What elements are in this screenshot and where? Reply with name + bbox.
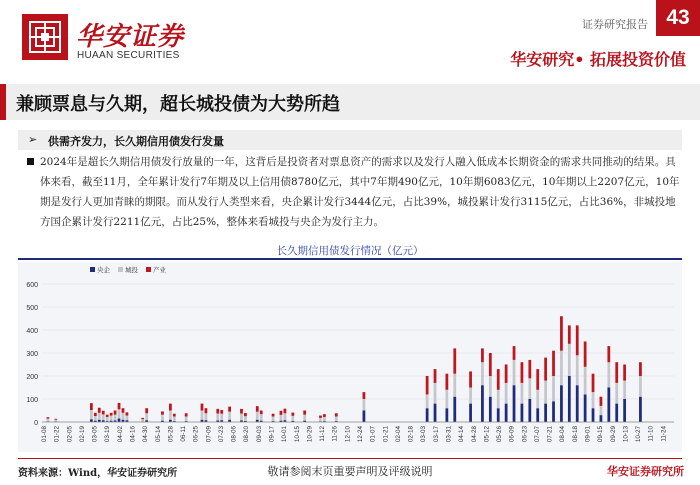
bar-segment (145, 408, 148, 413)
x-tick-label: 03-17 (432, 426, 440, 443)
bar-segment (600, 406, 603, 415)
bar-segment (505, 365, 508, 383)
bar-segment (434, 383, 437, 404)
x-tick-label: 06-11 (180, 426, 188, 442)
x-tick-label: 06-09 (508, 426, 516, 443)
x-tick-label: 08-04 (559, 426, 567, 443)
page-title: 兼顾票息与久期，超长城投债为大势所趋 (16, 94, 340, 115)
disclaimer-text: 敬请参阅末页重要声明及评级说明 (267, 465, 433, 478)
x-tick-label: 02-19 (78, 426, 86, 443)
y-tick-label: 100 (26, 397, 38, 404)
bar-segment (141, 419, 144, 421)
bar-segment (615, 404, 618, 422)
x-tick-label: 11-26 (331, 426, 339, 442)
bar-segment (528, 360, 531, 378)
brand-name-en: HUAAN SECURITIES (77, 50, 180, 61)
bar-chart (18, 262, 682, 452)
x-tick-label: 04-14 (458, 426, 466, 443)
bar-segment (445, 374, 448, 390)
bar-segment (497, 369, 500, 390)
x-tick-label: 09-03 (255, 426, 263, 443)
sub-heading-bar (18, 130, 682, 150)
bar-segment (600, 397, 603, 406)
bar-segment (323, 414, 326, 417)
x-tick-label: 04-28 (470, 426, 478, 443)
legend-label: 产业 (153, 266, 166, 274)
bar-segment (544, 381, 547, 404)
bar-segment (256, 406, 259, 412)
bar-segment (118, 409, 121, 418)
bar-segment (145, 413, 148, 420)
bar-segment (481, 362, 484, 385)
bar-segment (220, 410, 223, 414)
bar-segment (363, 392, 366, 399)
bar-segment (536, 369, 539, 390)
x-tick-label: 10-15 (293, 426, 301, 443)
bar-segment (303, 415, 306, 421)
x-tick-label: 09-29 (609, 426, 617, 443)
x-tick-label: 05-14 (154, 426, 162, 443)
bar-segment (584, 394, 587, 422)
bar-segment (434, 404, 437, 422)
x-tick-label: 09-01 (584, 426, 592, 443)
bar-segment (47, 417, 50, 418)
bar-segment (576, 385, 579, 422)
legend-label: 城投 (125, 266, 138, 274)
brand-name-cn: 华安证券 (76, 22, 185, 52)
bar-segment (363, 399, 366, 411)
x-tick-label: 08-06 (230, 426, 238, 443)
bar-segment (505, 404, 508, 422)
x-tick-label: 07-09 (205, 426, 213, 443)
x-tick-label: 07-23 (217, 426, 225, 443)
bar-segment (106, 417, 109, 421)
bar-segment (94, 416, 97, 421)
section-title-bar (0, 84, 700, 120)
legend-swatch (90, 267, 95, 272)
x-tick-label: 09-15 (597, 426, 605, 443)
bar-segment (280, 415, 283, 421)
bar-segment (623, 399, 626, 422)
x-tick-label: 05-12 (483, 426, 491, 443)
bar-segment (94, 413, 97, 416)
brand-slogan: 华安研究• 拓展投资价值 (510, 50, 686, 69)
bar-segment (141, 418, 144, 419)
bar-segment (110, 416, 113, 421)
y-tick-label: 300 (26, 351, 38, 358)
bar-segment (102, 414, 105, 420)
bar-segment (521, 404, 524, 422)
bar-segment (280, 411, 283, 415)
bar-segment (528, 399, 531, 422)
bar-segment (122, 408, 125, 413)
bar-segment (568, 376, 571, 422)
x-tick-label: 03-19 (104, 426, 112, 443)
x-tick-label: 12-10 (344, 426, 352, 443)
bar-segment (126, 416, 129, 421)
bar-segment (536, 408, 539, 422)
bar-segment (272, 414, 275, 417)
bar-segment (106, 415, 109, 417)
y-tick-label: 200 (26, 374, 38, 381)
x-tick-label: 10-01 (281, 426, 289, 443)
bar-segment (426, 394, 429, 408)
bar-segment (216, 413, 219, 420)
bar-segment (240, 413, 243, 420)
square-bullet-icon (27, 158, 34, 165)
x-tick-label: 11-12 (319, 426, 327, 442)
bar-segment (169, 411, 172, 420)
bar-segment (90, 419, 93, 422)
bar-segment (607, 362, 610, 387)
bar-segment (513, 360, 516, 385)
bar-segment (469, 388, 472, 404)
bar-segment (260, 411, 263, 415)
bar-segment (161, 415, 164, 421)
bar-segment (600, 415, 603, 422)
bar-segment (615, 383, 618, 404)
source-note: 资料来源：Wind，华安证券研究所 (18, 468, 178, 479)
body-paragraph: 2024年是超长久期信用债发行放量的一年，这背后是投资者对票息资产的需求以及发行人融入低成本长期资金的需求共同推动的结果。具体来看，截至11月，全年累计发行7年期及以上信用债8780亿元，其中7年期490亿元，10年期6083亿元，10年期以上2207亿元，10年期是发行人更加青睐的期限。而从发行人类型来看，央企累计发行3444亿元，占比39%，城投累计发行3115亿元，占比36%，非城投地方国企累计发行2211亿元，占比25%，整体来看城投与央企为发行主力。 (40, 156, 680, 228)
bar-segment (607, 388, 610, 423)
bar-segment (291, 416, 294, 421)
x-tick-label: 06-23 (521, 426, 529, 443)
bar-segment (560, 316, 563, 351)
bar-segment (291, 413, 294, 416)
bar-segment (481, 385, 484, 422)
bar-segment (497, 390, 500, 408)
x-tick-label: 03-03 (420, 426, 428, 443)
bar-segment (185, 413, 188, 416)
bar-segment (90, 410, 93, 419)
x-tick-label: 09-17 (268, 426, 276, 443)
bar-segment (319, 418, 322, 421)
x-tick-label: 01-21 (382, 426, 390, 443)
bar-segment (284, 409, 287, 414)
bar-segment (98, 413, 101, 420)
x-tick-label: 01-07 (369, 426, 377, 443)
x-tick-label: 06-25 (192, 426, 200, 443)
bar-segment (453, 348, 456, 373)
bar-segment (220, 414, 223, 420)
bar-segment (513, 346, 516, 360)
bar-segment (536, 390, 539, 408)
x-tick-label: 11-24 (660, 426, 668, 442)
bar-segment (272, 416, 275, 421)
y-tick-label: 500 (26, 305, 38, 312)
bar-segment (552, 401, 555, 422)
bar-segment (513, 385, 516, 422)
bar-segment (228, 412, 231, 420)
x-tick-label: 12-24 (357, 426, 364, 443)
chart-title-rule (18, 258, 682, 260)
x-tick-label: 04-02 (116, 426, 124, 443)
x-tick-label: 08-20 (243, 426, 251, 443)
bar-segment (114, 411, 117, 415)
bar-segment (161, 411, 164, 414)
bar-segment (201, 411, 204, 420)
x-tick-label: 10-29 (306, 426, 314, 443)
bar-segment (426, 376, 429, 394)
bar-segment (244, 416, 247, 421)
bar-segment (505, 383, 508, 404)
bar-segment (110, 413, 113, 416)
bar-segment (118, 419, 121, 422)
x-tick-label: 01-22 (53, 426, 61, 443)
bar-segment (434, 369, 437, 383)
bar-segment (256, 412, 259, 420)
bar-segment (639, 362, 642, 376)
bar-segment (639, 397, 642, 422)
bar-segment (54, 419, 57, 420)
bar-segment (560, 385, 563, 422)
bar-segment (173, 416, 176, 421)
y-tick-label: 600 (26, 282, 38, 289)
bar-segment (489, 397, 492, 422)
bar-segment (303, 411, 306, 415)
x-tick-label: 10-27 (635, 426, 643, 443)
bar-segment (453, 397, 456, 422)
bar-segment (584, 342, 587, 367)
bar-segment (576, 325, 579, 355)
bar-segment (323, 417, 326, 421)
x-tick-label: 05-28 (167, 426, 175, 443)
bar-segment (118, 403, 121, 409)
bar-segment (260, 414, 263, 420)
bar-segment (54, 420, 57, 422)
bar-segment (240, 409, 243, 414)
bar-segment (173, 414, 176, 417)
bar-segment (201, 404, 204, 411)
bar-segment (584, 367, 587, 395)
bar-segment (114, 415, 117, 421)
bar-segment (489, 353, 492, 376)
bar-segment (205, 413, 208, 420)
x-tick-label: 11-10 (647, 426, 655, 442)
bar-segment (552, 351, 555, 376)
company-logo (22, 14, 68, 60)
x-tick-label: 05-26 (496, 426, 504, 443)
x-tick-label: 07-07 (533, 426, 541, 443)
bar-segment (615, 362, 618, 383)
footer-brand: 华安证券研究所 (607, 465, 684, 478)
bar-segment (335, 413, 338, 416)
footer-divider (18, 458, 682, 459)
bar-segment (528, 378, 531, 399)
bar-segment (90, 403, 93, 410)
bar-segment (607, 346, 610, 362)
bar-segment (592, 374, 595, 392)
y-tick-label: 0 (34, 420, 38, 427)
bar-segment (623, 365, 626, 381)
legend-swatch (146, 267, 151, 272)
bar-segment (335, 416, 338, 421)
x-tick-label: 02-05 (66, 426, 74, 443)
bar-segment (568, 325, 571, 343)
bar-segment (469, 371, 472, 387)
x-tick-label: 02-18 (407, 426, 415, 443)
bar-segment (521, 383, 524, 404)
bar-segment (489, 376, 492, 397)
bar-segment (102, 411, 105, 415)
bar-segment (552, 376, 555, 401)
x-tick-label: 08-18 (571, 426, 579, 443)
bar-segment (228, 407, 231, 412)
bar-segment (126, 412, 129, 415)
legend-label: 央企 (97, 266, 110, 274)
bar-segment (568, 344, 571, 376)
bar-segment (445, 390, 448, 408)
bar-segment (284, 413, 287, 420)
bar-segment (363, 411, 366, 423)
x-tick-label: 03-05 (91, 426, 99, 443)
bar-segment (497, 408, 500, 422)
title-accent-bar (0, 84, 6, 120)
bar-segment (169, 404, 172, 411)
bar-segment (469, 404, 472, 422)
chart-title: 长久期信用债发行情况（亿元） (276, 245, 424, 257)
sub-heading: 供需齐发力，长久期信用债发行发量 (48, 135, 224, 148)
bar-segment (623, 381, 626, 399)
x-tick-label: 03-31 (445, 426, 453, 443)
bar-segment (544, 404, 547, 422)
bar-segment (122, 413, 125, 420)
y-tick-label: 400 (26, 328, 38, 335)
bar-segment (560, 351, 563, 386)
x-tick-label: 07-21 (546, 426, 554, 443)
arrow-bullet-icon: ➢ (28, 133, 38, 146)
x-tick-label: 04-30 (142, 426, 150, 443)
bar-segment (98, 408, 101, 413)
bar-segment (445, 408, 448, 422)
x-tick-label: 01-08 (41, 426, 48, 443)
bar-segment (319, 416, 322, 418)
bar-segment (426, 408, 429, 422)
bar-segment (216, 409, 219, 414)
bar-segment (592, 408, 595, 422)
bar-segment (47, 419, 50, 422)
bar-segment (205, 408, 208, 413)
x-tick-label: 10-13 (622, 426, 630, 443)
bar-segment (544, 358, 547, 381)
legend-swatch (118, 267, 123, 272)
x-tick-label: 04-16 (129, 426, 137, 443)
bar-segment (576, 355, 579, 385)
page-number-badge: 43 (656, 0, 700, 36)
bar-segment (521, 362, 524, 383)
bar-segment (453, 374, 456, 397)
bar-segment (639, 376, 642, 397)
x-tick-label: 02-04 (394, 426, 402, 443)
bar-segment (244, 413, 247, 416)
bar-segment (592, 392, 595, 408)
seal-icon (28, 20, 62, 54)
report-type-label: 证券研究报告 (582, 18, 648, 31)
bar-segment (185, 416, 188, 421)
bar-segment (481, 348, 484, 362)
